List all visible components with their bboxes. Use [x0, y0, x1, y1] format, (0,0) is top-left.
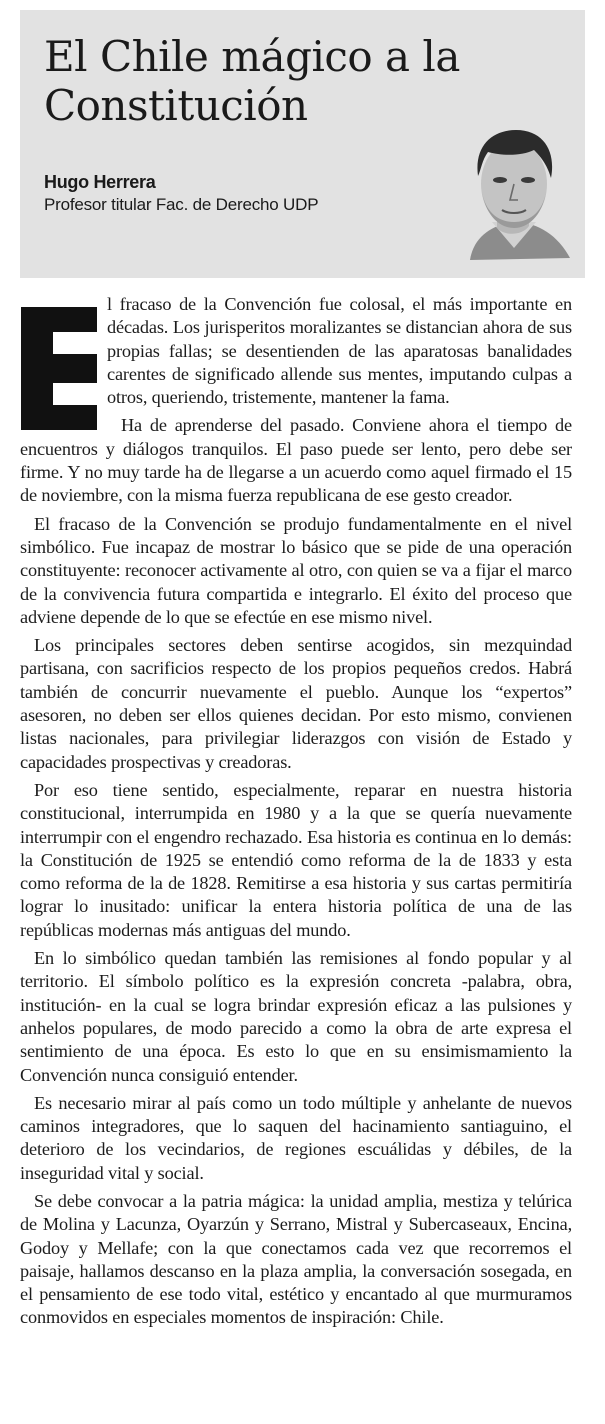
paragraph-2: Ha de aprenderse del pasado. Conviene ahora el tiempo de encuentros y diálogos tranquilos. El paso puede ser lento, pero debe ser firme. Y no muy tarde ha de llegarse a un acuerdo como aquel firmado el 15 de noviembre, con la misma fuerza republicana de ese gesto creador. [20, 415, 572, 506]
paragraph-1: l fracaso de la Convención fue colosal, el más importante en décadas. Los jurisperitos moralizantes se distancian ahora de sus propias fallas; se desentienden de las aparatosas banalidades carentes de significado allende sus mentes, imputando culpas a otros, queriendo, tristemente, mantener la fama. [107, 294, 572, 408]
paragraph-3: El fracaso de la Convención se produjo fundamentalmente en el nivel simbólico. Fue incapaz de mostrar lo básico que se pide de una operación constituyente: reconocer activamente al otro, con quien se va a fijar el marco de la convivencia futura compartida e integrarlo. El éxito del proceso que adviene depende de lo que se efectúe en ese mismo nivel. [20, 513, 572, 627]
article-title [44, 32, 460, 130]
paragraph-5: Por eso tiene sentido, especialmente, reparar en nuestra historia constitucional, interrumpida en 1980 y a la que se quería nuevamente interrumpir con el engendro rechazado. Esa historia es continua en lo demás: la Constitución de 1925 se entendió como reforma de la de 1833 y esta como reforma de la de 1828. Remitirse a esa historia y sus cartas permitiría lograr lo inusitado: unificar la entera historia política de una de las repúblicas modernas más antiguas del mundo. [20, 779, 572, 940]
paragraph-8: Se debe convocar a la patria mágica: la unidad amplia, mestiza y telúrica de Molina y Lacunza, Oyarzún y Serrano, Mistral y Subercaseaux, Encina, Godoy y Mellafe; con la que conectamos cada vez que recorremos el paisaje, hallamos descanso en la plaza amplia, la conversación sosegada, en el pensamiento de ese todo vital, estético y encantado al que murmuramos conmovidos en especiales momentos de inspiración: Chile. [20, 1190, 572, 1328]
author-portrait-icon [452, 122, 574, 260]
title-line-2: Constitución [44, 81, 308, 130]
author-name: Hugo Herrera [44, 172, 156, 192]
paragraph-4: Los principales sectores deben sentirse acogidos, sin mezquindad partisana, con sacrificios respecto de los propios pequeños credos. Habrá también de concurrir nuevamente el pueblo. Aunque los “expertos” asesoren, no deben ser ellos quienes decidan. Por esto mismo, convienen listas nacionales, para privilegiar liderazgos con visión de Estado y capacidades prospectivas y creadoras. [20, 635, 572, 772]
article-body [20, 293, 572, 1335]
article-header [20, 10, 585, 278]
paragraph-6: En lo simbólico quedan también las remisiones al fondo popular y al territorio. El símbolo político es la expresión concreta -palabra, obra, institución- en la cual se logra brindar expresión eficaz a las pulsiones y anhelos populares, de modo parecido a como la obra de arte expresa el sentimiento de una época. Es esto lo que en su ensimismamiento la Convención nunca consiguió entender. [20, 948, 572, 1085]
drop-cap [21, 307, 97, 430]
paragraph-7: Es necesario mirar al país como un todo múltiple y anhelante de nuevos caminos integradores, que lo saquen del hacinamiento santiaguino, el deterioro de los vecindarios, de regiones escuálidas y débiles, de la inseguridad vital y social. [20, 1092, 572, 1183]
title-line-1: El Chile mágico a la [44, 32, 460, 81]
author-role: Profesor titular Fac. de Derecho UDP [44, 195, 319, 214]
